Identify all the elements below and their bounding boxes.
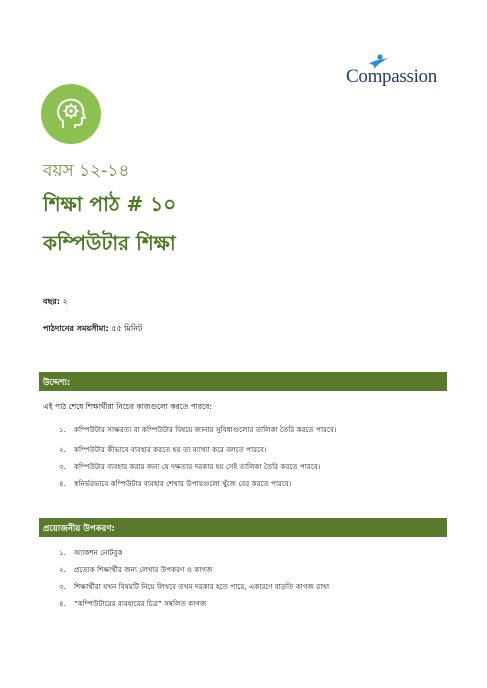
list-item-number: ২.: [59, 445, 66, 454]
objectives-intro: এই পাঠ শেষে শিক্ষার্থীরা নিচের কাজগুলো করতে পারবে:: [43, 402, 212, 411]
list-item-number: ২.: [59, 565, 66, 574]
list-item-number: ১.: [59, 548, 66, 557]
list-item-number: ৩.: [59, 582, 66, 591]
lesson-number: শিক্ষা পাঠ # ১০: [43, 192, 177, 216]
list-item-text: “কম্পিউটারের ব্যবহারের চিত্র” সম্বলিত কাগজ: [74, 599, 207, 608]
list-item-number: ৩.: [59, 462, 66, 471]
duration-value: ৫৫ মিনিট: [111, 324, 143, 333]
list-item-number: ৪.: [59, 599, 66, 608]
objectives-header: [39, 372, 447, 391]
list-item-text: অ্যাকশন নোটবুক: [74, 548, 123, 557]
duration-line: [43, 323, 142, 336]
materials-heading: প্রয়োজনীয় উপকরণ:: [43, 524, 115, 534]
list-item-number: ৪.: [59, 479, 66, 488]
list-item-text: স্বনির্ভরভাবে কম্পিউটার ব্যবহার শেখার উপায়গুলো খুঁজে বের করতে পারবে।: [74, 479, 292, 488]
head-gear-icon: [51, 94, 91, 134]
list-item-text: কম্পিউটার সাক্ষরতা বা কম্পিউটার বিষয়ে জানার সুবিধাগুলোর তালিকা তৈরি করতে পারবে।: [74, 425, 337, 434]
year-value: ২: [62, 297, 68, 306]
list-item-text: শিক্ষার্থীরা যখন বিষয়টি নিয়ে লিখবে তখন দরকার হতে পারে, একারণে বাড়তি কাগজ রাখা: [74, 582, 330, 591]
compassion-logo: [346, 56, 446, 90]
duration-label: পাঠদানের সময়সীমা:: [43, 324, 109, 333]
list-item-number: ১.: [59, 425, 66, 434]
year-label: বছর:: [43, 297, 60, 306]
year-line: [43, 296, 68, 309]
list-item-text: কম্পিউটার ব্যবহার করার জন্য যে দক্ষতার দরকার হয় সেই তালিকা তৈরি করতে পারবে।: [74, 462, 321, 471]
objectives-heading: উদ্দেশ্য:: [43, 378, 71, 388]
age-range: বয়স ১২-১৪: [43, 161, 130, 181]
logo-text: Compassion: [346, 66, 437, 87]
materials-header: [39, 518, 447, 537]
page-title: কম্পিউটার শিক্ষা: [43, 231, 176, 255]
list-item-text: প্রত্যেক শিক্ষার্থীর জন্য লেখার উপকরণ ও কাগজ: [74, 565, 213, 574]
lesson-badge: [41, 84, 101, 144]
list-item-text: কম্পিউটার কীভাবে ব্যবহার করতে হয় তা ব্যাখ্যা করে বলতে পারবে।: [74, 445, 267, 454]
